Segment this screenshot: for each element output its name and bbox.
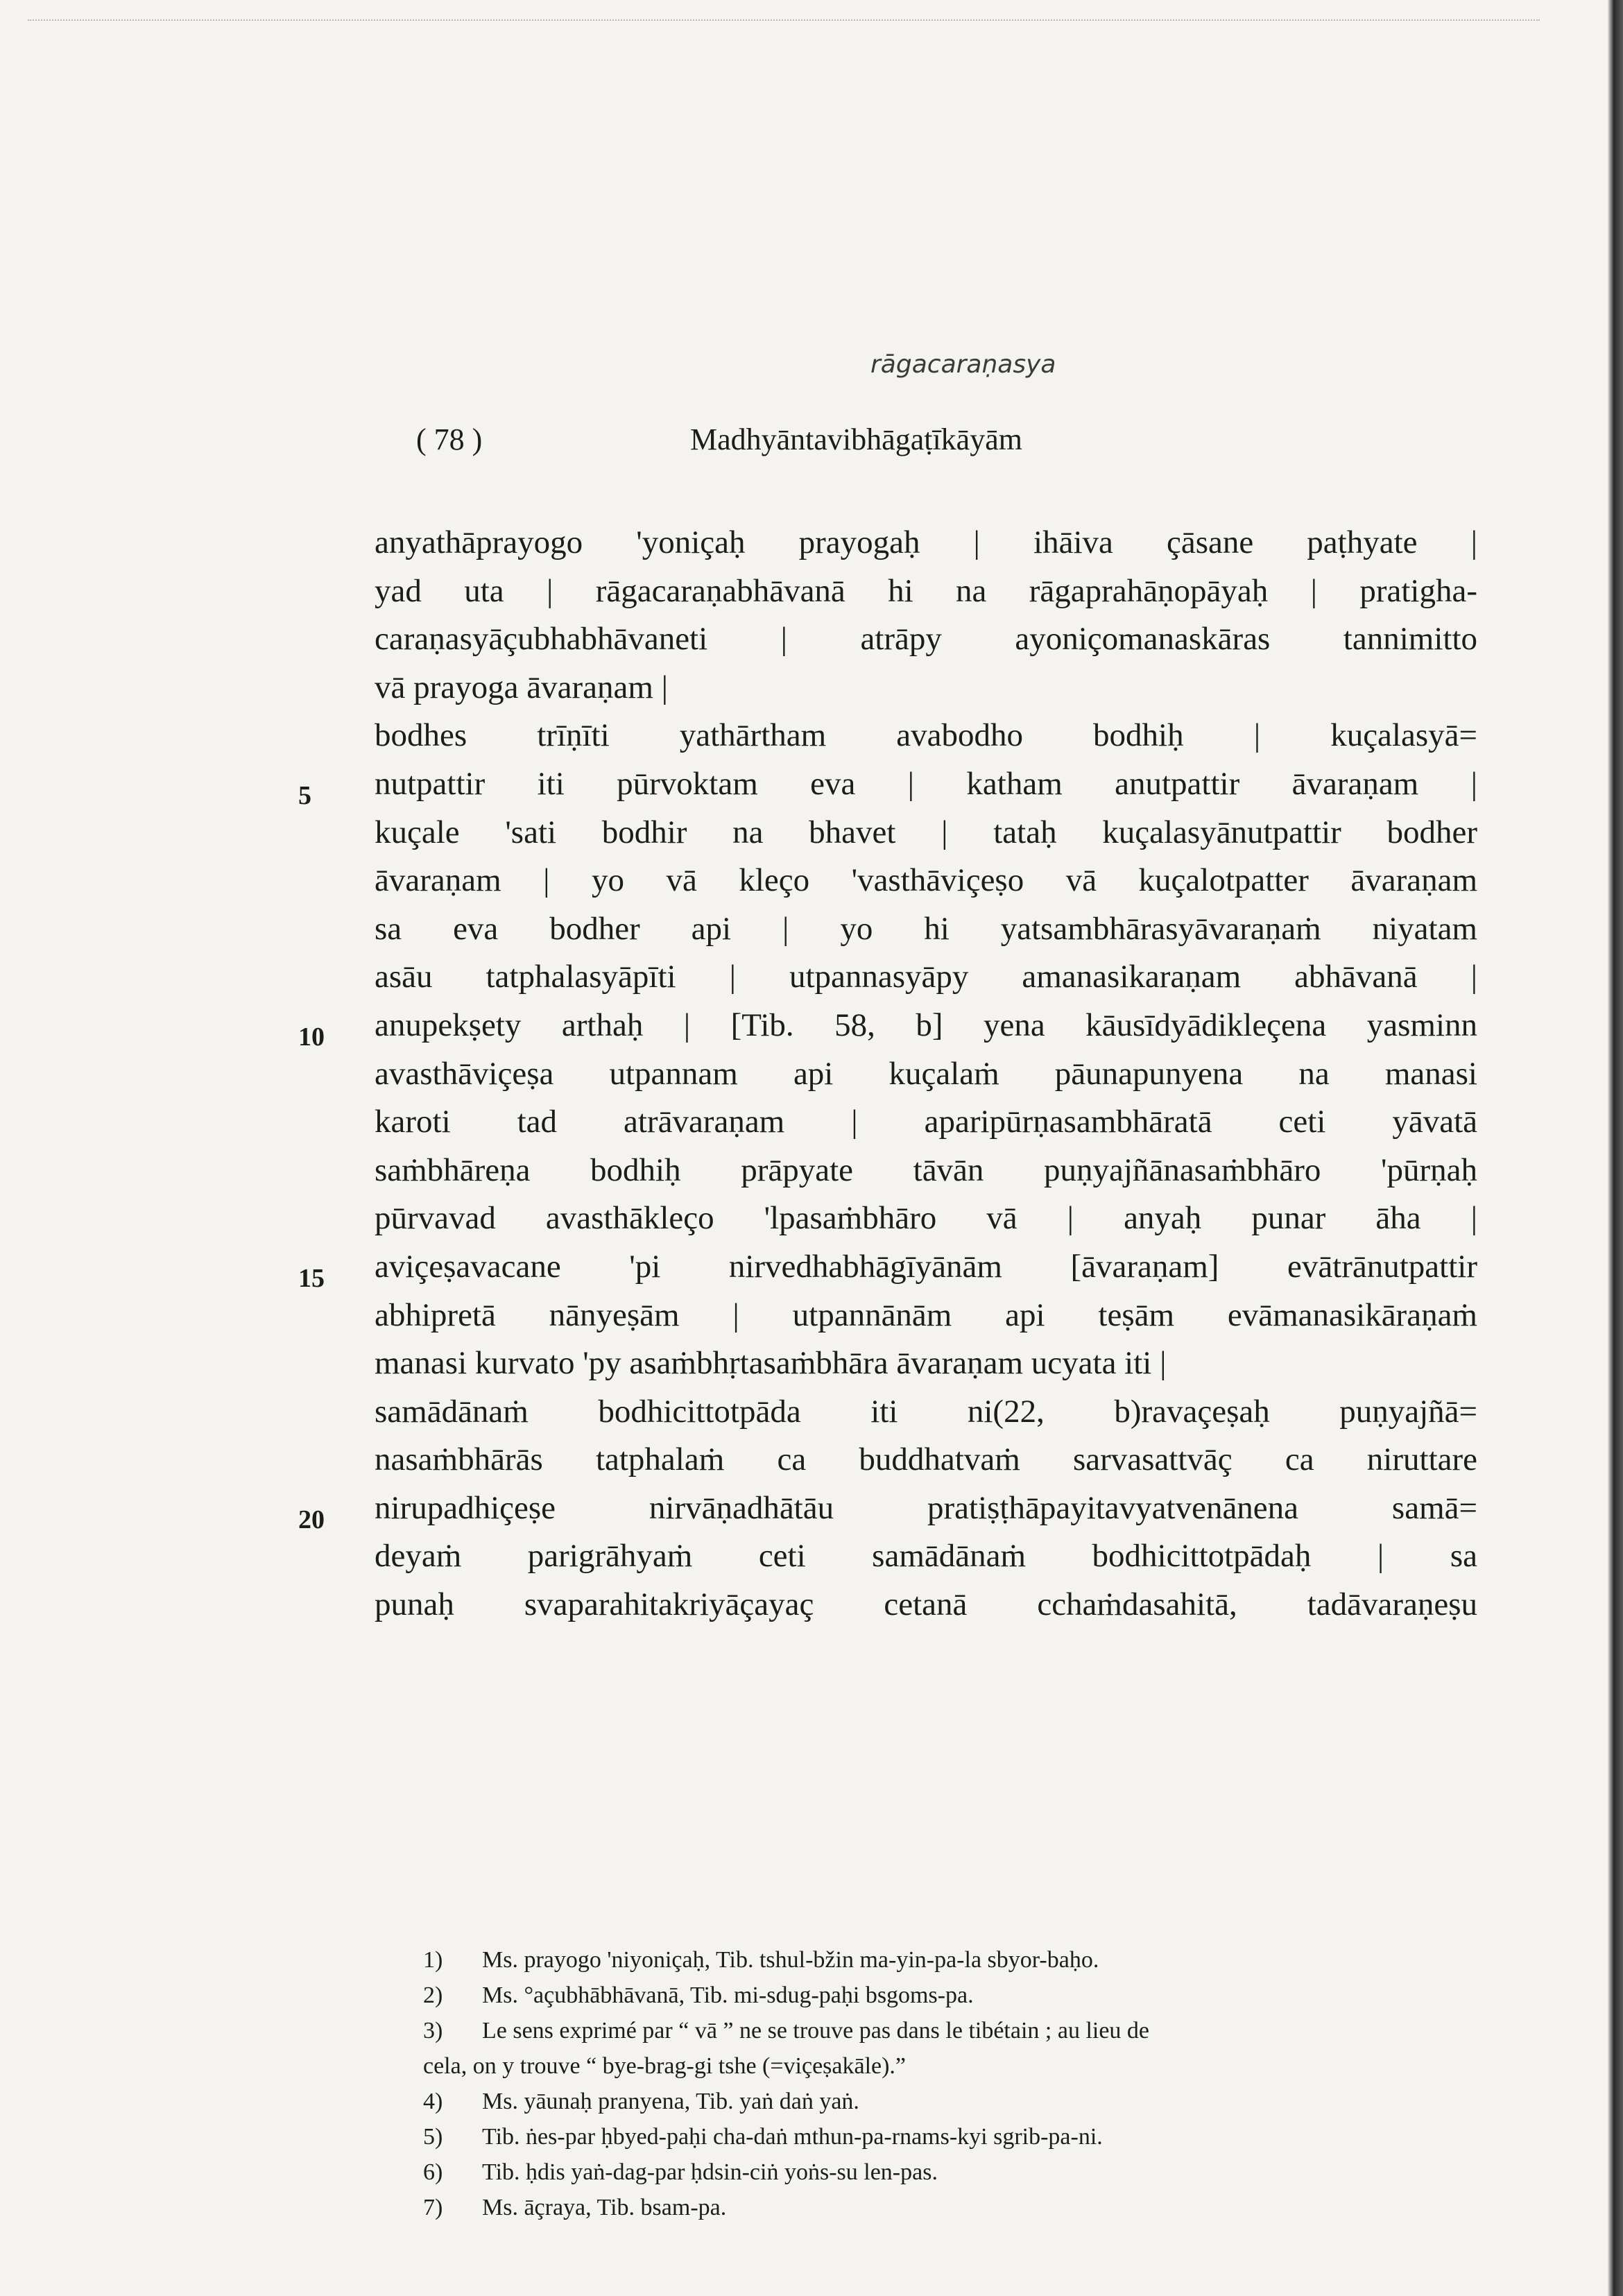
footnote: 4) Ms. yāunaḥ pranyena, Tib. yaṅ daṅ yaṅ. [423,2089,859,2114]
text-line: abhipretā nānyeṣām | utpannānām api teṣām evāmanasikāraṇaṁ [375,1296,1477,1333]
text-line: samādānaṁ bodhicittotpāda iti ni(22, b)ravaçeṣaḥ puṇyajñā= [375,1393,1477,1430]
line-number: 5 [298,781,311,810]
text-line: yad uta | rāgacaraṇabhāvanā hi na rāgaprahāṇopāyaḥ | pratigha- [375,572,1477,609]
footnotes [423,1942,1477,2225]
footnote: 6) Tib. ḥdis yaṅ-dag-par ḥdsin-ciṅ yoṅs-su len-pas. [423,2159,938,2185]
footnote: 7) Ms. āçraya, Tib. bsam-pa. [423,2195,727,2220]
text-line: anyathāprayogo 'yoniçaḥ prayogaḥ | ihāiva çāsane paṭhyate | [375,524,1477,560]
text-line: karoti tad atrāvaraṇam | aparipūrṇasambhāratā ceti yāvatā [375,1104,1477,1140]
main-text [375,519,1477,1629]
running-title: Madhyāntavibhāgaṭīkāyām [690,422,1022,456]
text-line: nasaṁbhārās tatphalaṁ ca buddhatvaṁ sarvasattvāç ca niruttare [375,1441,1477,1478]
footnote-continuation: cela, on y trouve “ bye-brag-gi tshe (=viçeṣakāle).” [423,2053,907,2079]
line-number: 20 [298,1505,325,1534]
text-line: nirupadhiçeṣe nirvāṇadhātāu pratiṣṭhāpayitavyatvenānena samā= [375,1489,1477,1526]
handwritten-margin-note: rāgacaraṇasya [870,350,1056,379]
footnote: 5) Tib. ṅes-par ḥbyed-paḥi cha-daṅ mthun-pa-rnams-kyi sgrib-pa-ni. [423,2124,1103,2150]
text-line: anupekṣety arthaḥ | [Tib. 58, b] yena kāusīdyādikleçena yasminn [375,1006,1477,1043]
scan-top-border [28,19,1540,22]
text-line: bodhes trīṇīti yathārtham avabodho bodhiḥ | kuçalasyā= [375,717,1477,754]
text-line: pūrvavad avasthākleço 'lpasaṁbhāro vā | anyaḥ punar āha | [375,1200,1477,1237]
text-line: caraṇasyāçubhabhāvaneti | atrāpy ayoniçomanaskāras tannimitto [375,621,1477,658]
text-line: asāu tatphalasyāpīti | utpannasyāpy amanasikaraṇam abhāvanā | [375,959,1477,995]
text-line: vā prayoga āvaraṇam | [375,669,669,705]
text-line: āvaraṇam | yo vā kleço 'vasthāviçeṣo vā kuçalotpatter āvaraṇam [375,862,1477,899]
text-line: aviçeṣavacane 'pi nirvedhabhāgīyānām [āvaraṇam] evātrānutpattir [375,1248,1477,1285]
text-line: nutpattir iti pūrvoktam eva | katham anutpattir āvaraṇam | [375,765,1477,802]
text-line: deyaṁ parigrāhyaṁ ceti samādānaṁ bodhicittotpādaḥ | sa [375,1538,1477,1575]
text-line: kuçale 'sati bodhir na bhavet | tataḥ kuçalasyānutpattir bodher [375,814,1477,850]
page-edge-shadow [1608,0,1623,2296]
text-line: saṁbhāreṇa bodhiḥ prāpyate tāvān puṇyajñānasaṁbhāro 'pūrṇaḥ [375,1151,1477,1188]
footnote: 2) Ms. °açubhābhāvanā, Tib. mi-sdug-paḥi bsgoms-pa. [423,1982,974,2008]
page-number: ( 78 ) [416,422,483,456]
line-number: 10 [298,1022,325,1052]
footnote: 1) Ms. prayogo 'niyoniçaḥ, Tib. tshul-bžin ma-yin-pa-la sbyor-baḥo. [423,1947,1099,1973]
line-number: 15 [298,1264,325,1293]
text-line: manasi kurvato 'py asaṁbhṛtasaṁbhāra āvaraṇam ucyata iti | [375,1345,1167,1382]
text-line: avasthāviçeṣa utpannam api kuçalaṁ pāunapunyena na manasi [375,1055,1477,1092]
text-line: sa eva bodher api | yo hi yatsambhārasyāvaraṇaṁ niyatam [375,910,1477,947]
page-header [0,415,1623,456]
text-line: punaḥ svaparahitakriyāçayaç cetanā cchaṁdasahitā, tadāvaraṇeṣu [375,1586,1477,1623]
footnote: 3) Le sens exprimé par “ vā ” ne se trouve pas dans le tibétain ; au lieu de [423,2018,1150,2044]
